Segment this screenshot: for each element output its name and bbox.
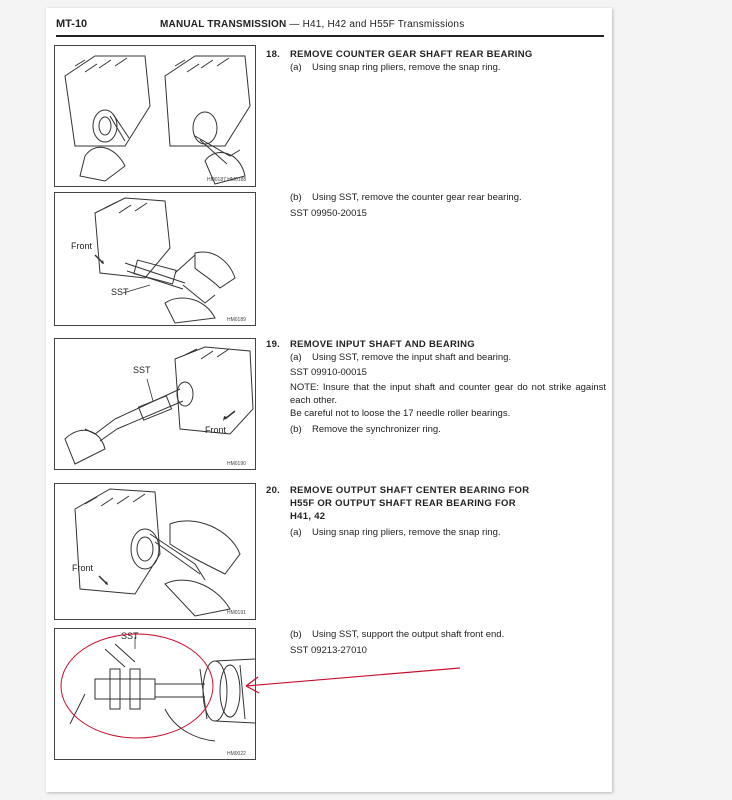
label-sst: SST <box>111 287 129 297</box>
sub-label: (a) <box>290 62 302 73</box>
sst-number: SST 09910-00015 <box>290 367 367 378</box>
sub-text: Using SST, remove the counter gear rear bearing. <box>312 192 522 203</box>
annotation-arrow <box>246 668 460 693</box>
step-20-heading-2: H55F OR OUTPUT SHAFT REAR BEARING FOR <box>290 498 516 509</box>
step-20-heading-3: H41, 42 <box>290 511 326 522</box>
figure-code: HM0190 <box>227 461 246 467</box>
step-title: REMOVE INPUT SHAFT AND BEARING <box>290 339 475 350</box>
step-number: 19. <box>266 339 281 350</box>
sub-label: (b) <box>290 424 302 435</box>
sub-text: Using snap ring pliers, remove the snap ring. <box>312 527 501 538</box>
sub-label: (a) <box>290 527 302 538</box>
figure-code: HM0022 <box>227 751 246 757</box>
sub-label: (b) <box>290 629 302 640</box>
note-caution: Be careful not to loose the 17 needle roller bearings. <box>290 408 511 419</box>
title-rest: — H41, H42 and H55F Transmissions <box>289 19 465 30</box>
label-sst: SST <box>133 365 151 375</box>
sub-text: Remove the synchronizer ring. <box>312 424 441 435</box>
sst-number: SST 09950-20015 <box>290 208 367 219</box>
sub-text: Using SST, remove the input shaft and bearing. <box>312 352 512 363</box>
sub-text: Using snap ring pliers, remove the snap ring. <box>312 62 501 73</box>
title-main: MANUAL TRANSMISSION <box>160 19 287 30</box>
label-front: Front <box>205 425 227 435</box>
figure-code: HM0191 <box>227 610 246 616</box>
page-code: MT-10 <box>56 18 88 30</box>
figure-code: HM0187 HM0188 <box>207 177 247 183</box>
label-sst: SST <box>121 631 139 641</box>
step-title-line: REMOVE OUTPUT SHAFT CENTER BEARING FOR <box>290 485 530 496</box>
sub-text: Using SST, support the output shaft front end. <box>312 629 505 640</box>
sub-label: (b) <box>290 192 302 203</box>
step-number: 18. <box>266 49 281 60</box>
step-number: 20. <box>266 485 281 496</box>
note-text: NOTE: Insure that the input shaft and counter gear do not strike against each other. <box>290 382 606 406</box>
sst-number: SST 09213-27010 <box>290 645 367 656</box>
figure-code: HM0189 <box>227 317 246 323</box>
step-title: REMOVE COUNTER GEAR SHAFT REAR BEARING <box>290 49 533 60</box>
annotation-ellipse <box>61 634 213 738</box>
label-front: Front <box>72 563 94 573</box>
label-front: Front <box>71 241 93 251</box>
sub-label: (a) <box>290 352 302 363</box>
